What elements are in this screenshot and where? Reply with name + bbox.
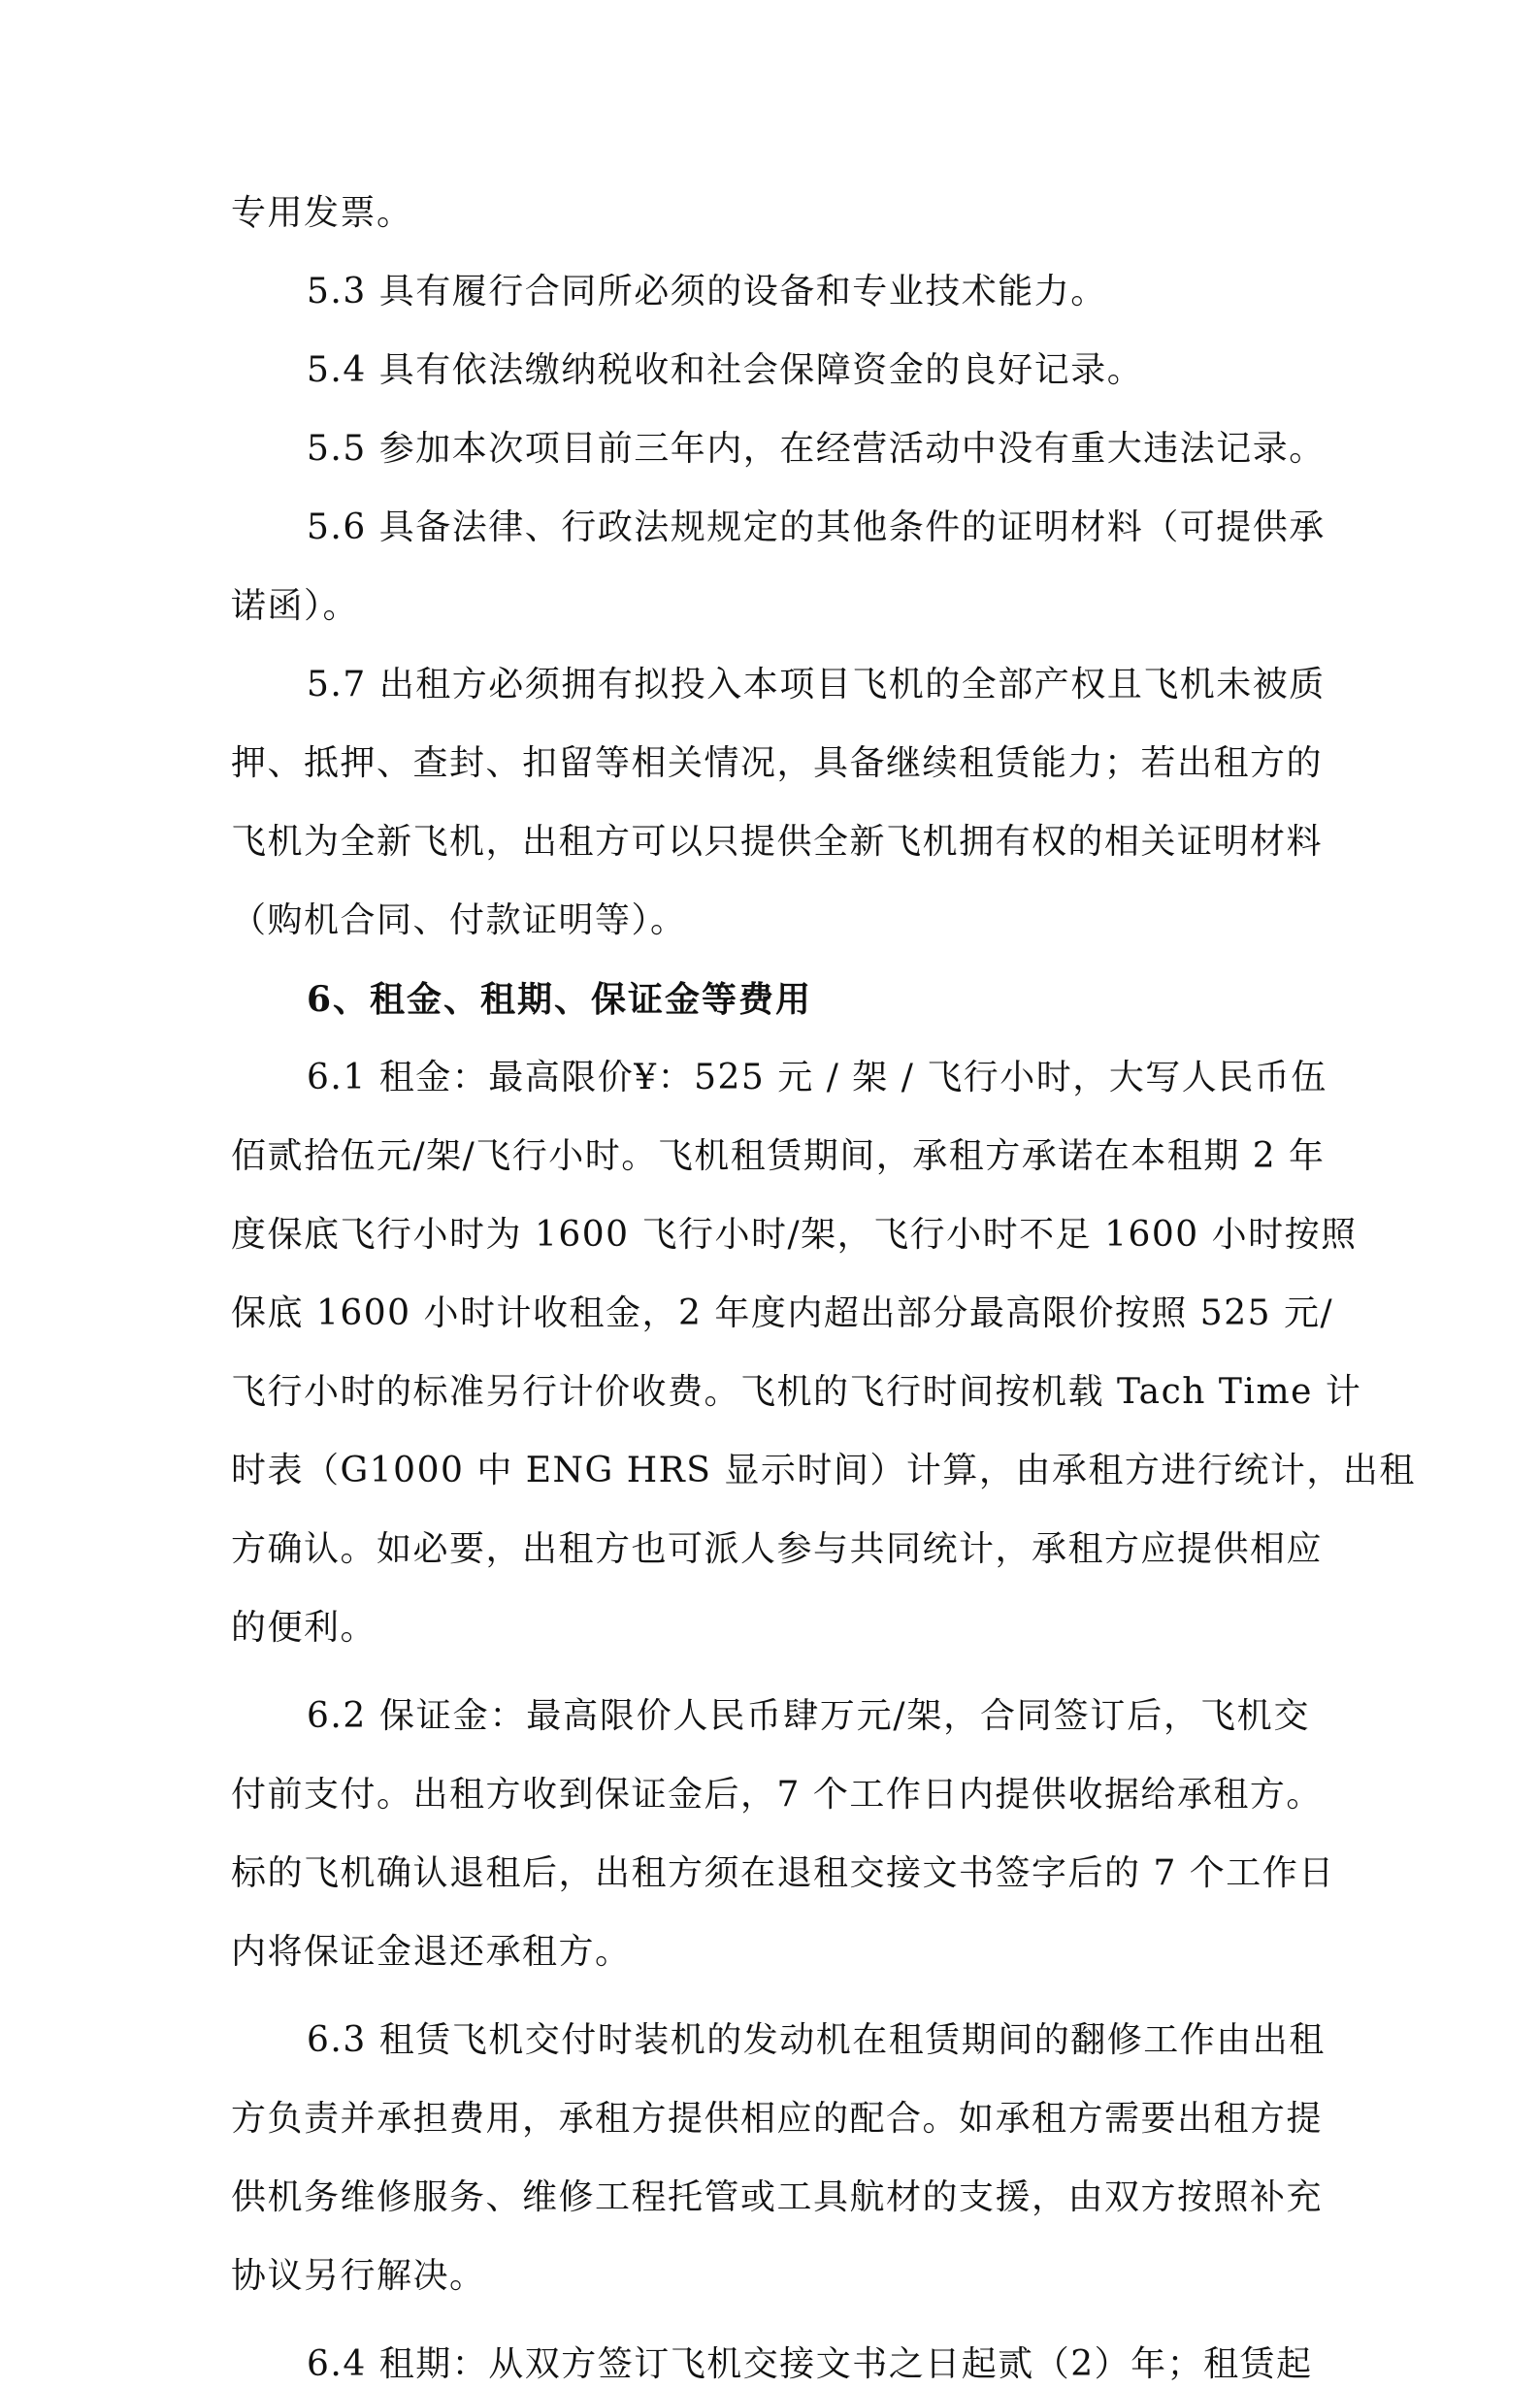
clause-6-4-line-1: 6.4 租期：从双方签订飞机交接文书之日起贰（2）年；租赁起 <box>307 2344 1313 2384</box>
clause-5-7-line-2: 押、抵押、查封、扣留等相关情况，具备继续租赁能力；若出租方的 <box>231 743 1324 783</box>
clause-6-1-line-8: 的便利。 <box>231 1608 377 1648</box>
clause-5-5: 5.5 参加本次项目前三年内，在经营活动中没有重大违法记录。 <box>307 429 1326 469</box>
clause-6-1-line-3: 度保底飞行小时为 1600 飞行小时/架，飞行小时不足 1600 小时按照 <box>231 1215 1358 1255</box>
clause-6-2-line-1: 6.2 保证金：最高限价人民币肆万元/架，合同签订后，飞机交 <box>307 1696 1310 1736</box>
clause-5-6-line-1: 5.6 具备法律、行政法规规定的其他条件的证明材料（可提供承 <box>307 507 1326 547</box>
clause-6-2-line-4: 内将保证金退还承租方。 <box>231 1932 632 1972</box>
clause-6-1-line-7: 方确认。如必要，出租方也可派人参与共同统计，承租方应提供相应 <box>231 1529 1324 1569</box>
clause-5-6-line-2: 诺函）。 <box>231 586 360 626</box>
clause-5-4: 5.4 具有依法缴纳税收和社会保障资金的良好记录。 <box>307 350 1144 390</box>
invoice-tail-line: 专用发票。 <box>231 193 413 233</box>
clause-6-3-line-3: 供机务维修服务、维修工程托管或工具航材的支援，由双方按照补充 <box>231 2177 1324 2217</box>
clause-6-1-line-5: 飞行小时的标准另行计价收费。飞机的飞行时间按机载 Tach Time 计 <box>231 1372 1362 1412</box>
clause-6-2-line-3: 标的飞机确认退租后，出租方须在退租交接文书签字后的 7 个工作日 <box>231 1853 1335 1893</box>
clause-6-1-line-4: 保底 1600 小时计收租金，2 年度内超出部分最高限价按照 525 元/ <box>231 1293 1334 1333</box>
clause-6-1-line-6: 时表（G1000 中 ENG HRS 显示时间）计算，由承租方进行统计，出租 <box>231 1451 1416 1490</box>
clause-6-3-line-4: 协议另行解决。 <box>231 2256 486 2296</box>
clause-5-7-line-4: （购机合同、付款证明等）。 <box>231 900 687 940</box>
clause-5-7-line-1: 5.7 出租方必须拥有拟投入本项目飞机的全部产权且飞机未被质 <box>307 665 1326 704</box>
clause-6-3-line-2: 方负责并承担费用，承租方提供相应的配合。如承租方需要出租方提 <box>231 2099 1324 2139</box>
clause-5-3: 5.3 具有履行合同所必须的设备和专业技术能力。 <box>307 272 1107 311</box>
clause-6-1-line-2: 佰贰拾伍元/架/飞行小时。飞机租赁期间，承租方承诺在本租期 2 年 <box>231 1136 1326 1176</box>
section-6-heading: 6、租金、租期、保证金等费用 <box>307 979 813 1020</box>
clause-5-7-line-3: 飞机为全新飞机，出租方可以只提供全新飞机拥有权的相关证明材料 <box>231 822 1324 862</box>
clause-6-2-line-2: 付前支付。出租方收到保证金后，7 个工作日内提供收据给承租方。 <box>231 1775 1323 1815</box>
clause-6-3-line-1: 6.3 租赁飞机交付时装机的发动机在租赁期间的翻修工作由出租 <box>307 2020 1326 2060</box>
clause-6-1-line-1: 6.1 租金：最高限价¥：525 元 / 架 / 飞行小时，大写人民币伍 <box>307 1058 1327 1097</box>
